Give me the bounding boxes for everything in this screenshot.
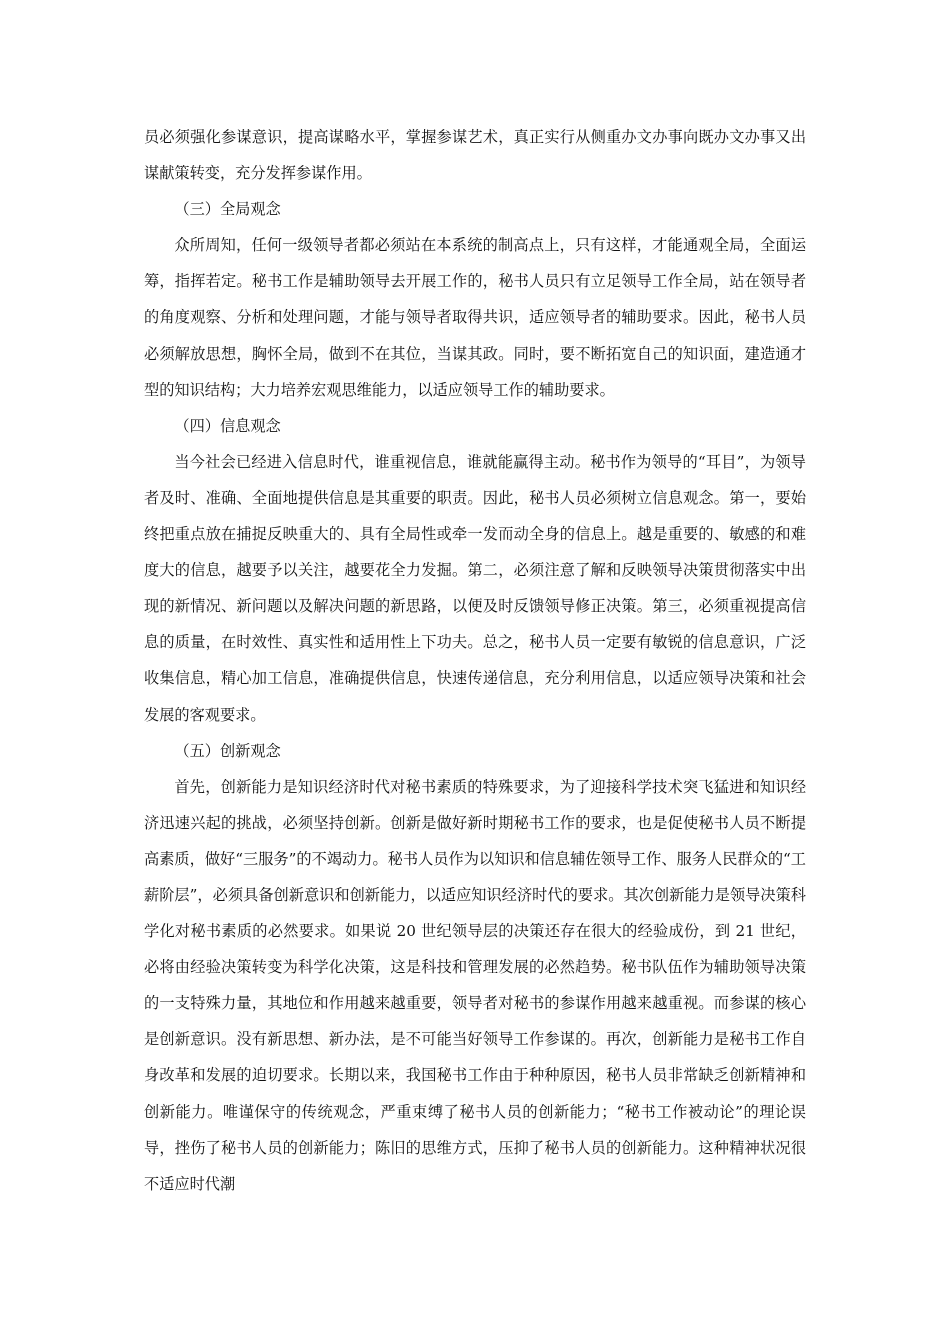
document-page: [144, 119, 806, 1202]
section-heading-information-view: （四）信息观念: [174, 416, 281, 435]
paragraph-information-view: 当今社会已经进入信息时代，谁重视信息，谁就能赢得主动。秘书作为领导的“耳目”，为领导者及时、准确、全面地提供信息是其重要的职责。因此，秘书人员必须树立信息观念。第一，要始终把重点放在捕捉反映重大的、具有全局性或牵一发而动全身的信息上。越是重要的、敏感的和难度大的信息，越要予以关注，越要花全力发掘。第二，必须注意了解和反映领导决策贯彻落实中出现的新情况、新问题以及解决问题的新思路，以便及时反馈领导修正决策。第三，必须重视提高信息的质量，在时效性、真实性和适用性上下功夫。总之，秘书人员一定要有敏锐的信息意识，广泛收集信息，精心加工信息，准确提供信息，快速传递信息，充分利用信息，以适应领导决策和社会发展的客观要求。: [144, 452, 806, 724]
paragraph-innovation-view: 首先，创新能力是知识经济时代对秘书素质的特殊要求，为了迎接科学技术突飞猛进和知识经济迅速兴起的挑战，必须坚持创新。创新是做好新时期秘书工作的要求，也是促使秘书人员不断提高素质，做好“三服务”的不竭动力。秘书人员作为以知识和信息辅佐领导工作、服务人民群众的“工薪阶层”，必须具备创新意识和创新能力，以适应知识经济时代的要求。其次创新能力是领导决策科学化对秘书素质的必然要求。如果说 20 世纪领导层的决策还存在很大的经验成份，到 21 世纪，必将由经验决策转变为科学化决策，这是科技和管理发展的必然趋势。秘书队伍作为辅助领导决策的一支特殊力量，其地位和作用越来越重要，领导者对秘书的参谋作用越来越重视。而参谋的核心是创新意识。没有新思想、新办法，是不可能当好领导工作参谋的。再次，创新能力是秘书工作自身改革和发展的迫切要求。长期以来，我国秘书工作由于种种原因，秘书人员非常缺乏创新精神和创新能力。唯谨保守的传统观念，严重束缚了秘书人员的创新能力；“秘书工作被动论”的理论误导，挫伤了秘书人员的创新能力；陈旧的思维方式，压抑了秘书人员的创新能力。这种精神状况很不适应时代潮: [144, 777, 806, 1193]
paragraph-continuation: 员必须强化参谋意识，提高谋略水平，掌握参谋艺术，真正实行从侧重办文办事向既办文办事又出谋献策转变，充分发挥参谋作用。: [144, 128, 806, 183]
paragraph-overall-view: 众所周知，任何一级领导者都必须站在本系统的制高点上，只有这样，才能通观全局，全面运筹，指挥若定。秘书工作是辅助领导去开展工作的，秘书人员只有立足领导工作全局，站在领导者的角度观察、分析和处理问题，才能与领导者取得共识，适应领导者的辅助要求。因此，秘书人员必须解放思想，胸怀全局，做到不在其位，当谋其政。同时，要不断拓宽自己的知识面，建造通才型的知识结构；大力培养宏观思维能力，以适应领导工作的辅助要求。: [144, 236, 806, 399]
section-heading-innovation-view: （五）创新观念: [174, 741, 281, 760]
section-heading-overall-view: （三）全局观念: [174, 200, 281, 219]
